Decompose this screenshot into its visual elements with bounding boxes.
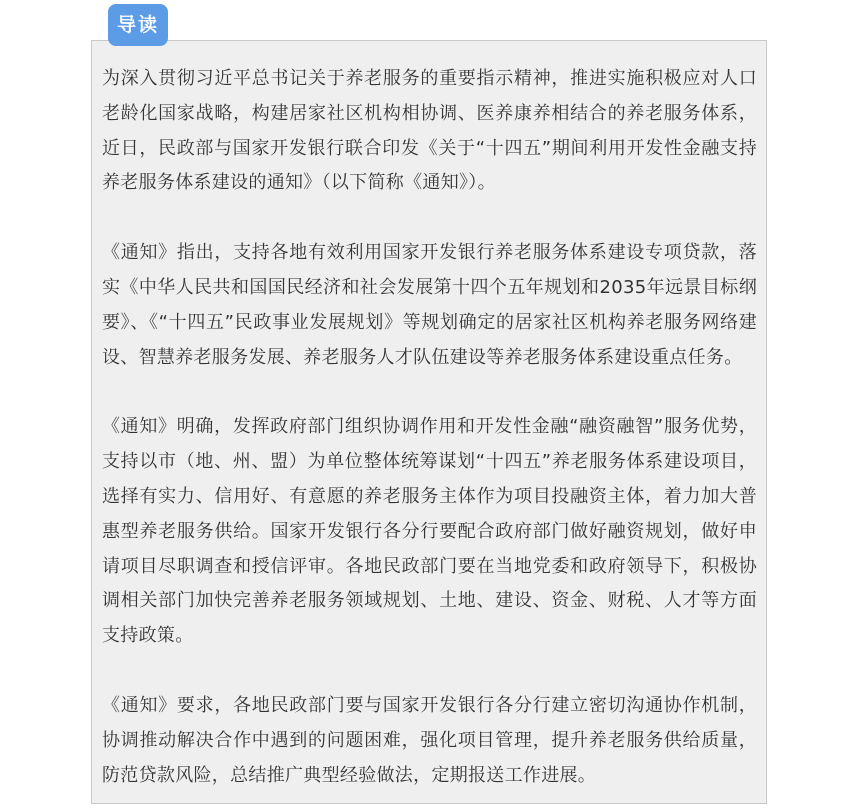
guide-badge: 导读 xyxy=(108,4,168,46)
article-summary-panel xyxy=(91,40,767,804)
paragraph-clarify: 《通知》明确，发挥政府部门组织协调作用和开发性金融“融资融智”服务优势，支持以市（地、州、盟）为单位整体统筹谋划“十四五”养老服务体系建设项目，选择有实力、信用好、有意愿的养老服务主体作为项目投融资主体，着力加大普惠型养老服务供给。国家开发银行各分行要配合政府部门做好融资规划，做好申请项目尽职调查和授信评审。各地民政部门要在当地党委和政府领导下，积极协调相关部门加快完善养老服务领域规划、土地、建设、资金、财税、人才等方面支持政策。 xyxy=(102,416,757,647)
paragraph-support: 《通知》指出，支持各地有效利用国家开发银行养老服务体系建设专项贷款，落实《中华人民共和国国民经济和社会发展第十四个五年规划和2035年远景目标纲要》、《“十四五”民政事业发展规划》等规划确定的居家社区机构养老服务网络建设、智慧养老服务发展、养老服务人才队伍建设等养老服务体系建设重点任务。 xyxy=(102,242,757,368)
paragraph-intro: 为深入贯彻习近平总书记关于养老服务的重要指示精神，推进实施积极应对人口老龄化国家战略，构建居家社区机构相协调、医养康养相结合的养老服务体系，近日，民政部与国家开发银行联合印发《关于“十四五”期间利用开发性金融支持养老服务体系建设的通知》（以下简称《通知》）。 xyxy=(102,68,757,194)
paragraph-require: 《通知》要求，各地民政部门要与国家开发银行各分行建立密切沟通协作机制，协调推动解决合作中遇到的问题困难，强化项目管理，提升养老服务供给质量，防范贷款风险，总结推广典型经验做法，定期报送工作进展。 xyxy=(102,694,757,786)
